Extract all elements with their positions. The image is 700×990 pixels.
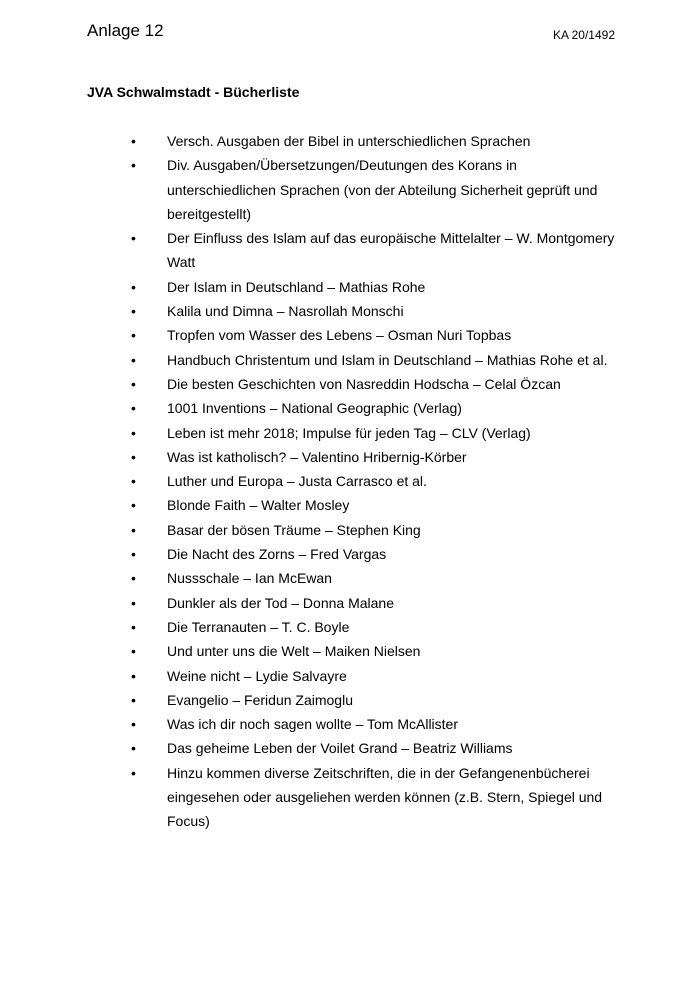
book-list [0,129,700,834]
bullet-icon: • [131,424,136,441]
bullet-icon: • [131,497,136,514]
book-entry-text: Div. Ausgaben/Übersetzungen/Deutungen des Korans in unterschiedlichen Sprachen (von der Abteilung Sicherheit geprüft und bereitgestellt) [167,157,598,222]
bullet-icon: • [131,157,136,174]
book-entry-text: Das geheime Leben der Voilet Grand – Beatriz Williams [167,740,513,757]
list-item [0,348,700,372]
bullet-icon: • [131,351,136,368]
list-item [0,542,700,566]
list-item [0,299,700,323]
book-entry-text: Der Einfluss des Islam auf das europäische Mittelalter – W. Montgomery Watt [167,230,615,271]
bullet-icon: • [131,133,136,149]
list-item [0,761,700,834]
list-item [0,493,700,517]
book-entry-text: Hinzu kommen diverse Zeitschriften, die in der Gefangenenbücherei eingesehen oder ausgeliehen werden können (z.B. Stern, Spiegel und Focus) [167,764,603,830]
bullet-icon: • [131,521,136,538]
book-entry-text: Dunkler als der Tod – Donna Malane [167,594,394,611]
bullet-icon: • [131,278,136,295]
book-entry-text: Die Terranauten – T. C. Boyle [167,618,350,635]
book-entry-text: Was ich dir noch sagen wollte – Tom McAllister [167,716,458,733]
bullet-icon: • [131,375,136,392]
bullet-icon: • [131,691,136,708]
book-entry-text: Handbuch Christentum und Islam in Deutschland – Mathias Rohe et al. [167,351,608,368]
list-item [0,469,700,493]
bullet-icon: • [131,594,136,611]
list-item [0,615,700,639]
list-item [0,129,700,153]
bullet-icon: • [131,570,136,587]
list-item [0,323,700,347]
list-item [0,275,700,299]
book-entry-text: Tropfen vom Wasser des Lebens – Osman Nuri Topbas [167,327,512,344]
list-item [0,372,700,396]
book-entry-text: Leben ist mehr 2018; Impulse für jeden Tag – CLV (Verlag) [167,424,531,441]
book-entry-text: Basar der bösen Träume – Stephen King [167,521,421,538]
book-entry-text: Die Nacht des Zorns – Fred Vargas [167,546,387,563]
book-entry-text: Evangelio – Feridun Zaimoglu [167,691,353,708]
list-item [0,518,700,542]
annex-label: Anlage 12 [87,21,164,40]
bullet-icon: • [131,643,136,660]
list-item [0,688,700,712]
bullet-icon: • [131,764,136,781]
bullet-icon: • [131,618,136,635]
list-item [0,153,700,226]
list-item [0,639,700,663]
document-reference: KA 20/1492 [552,28,615,42]
bullet-icon: • [131,327,136,344]
bullet-icon: • [131,230,136,247]
bullet-icon: • [131,740,136,757]
list-item [0,226,700,275]
book-entry-text: Versch. Ausgaben der Bibel in unterschiedlichen Sprachen [167,133,531,149]
bullet-icon: • [131,303,136,320]
book-entry-text: Und unter uns die Welt – Maiken Nielsen [167,643,421,660]
list-item [0,712,700,736]
bullet-icon: • [131,546,136,563]
bullet-icon: • [131,448,136,465]
list-item [0,591,700,615]
list-item [0,445,700,469]
page-title: JVA Schwalmstadt - Bücherliste [87,84,300,100]
book-entry-text: Der Islam in Deutschland – Mathias Rohe [167,278,426,295]
book-entry-text: Nussschale – Ian McEwan [167,570,332,587]
book-entry-text: 1001 Inventions – National Geographic (Verlag) [167,400,462,417]
list-item [0,421,700,445]
book-entry-text: Die besten Geschichten von Nasreddin Hodscha – Celal Özcan [167,375,561,392]
list-item [0,664,700,688]
bullet-icon: • [131,400,136,417]
book-entry-text: Luther und Europa – Justa Carrasco et al. [167,473,427,490]
book-entry-text: Kalila und Dimna – Nasrollah Monschi [167,303,404,320]
list-item [0,396,700,420]
bullet-icon: • [131,473,136,490]
book-entry-text: Weine nicht – Lydie Salvayre [167,667,347,684]
list-item [0,566,700,590]
book-entry-text: Was ist katholisch? – Valentino Hribernig-Körber [167,448,467,465]
bullet-icon: • [131,716,136,733]
book-entry-text: Blonde Faith – Walter Mosley [167,497,350,514]
bullet-icon: • [131,667,136,684]
list-item [0,736,700,760]
